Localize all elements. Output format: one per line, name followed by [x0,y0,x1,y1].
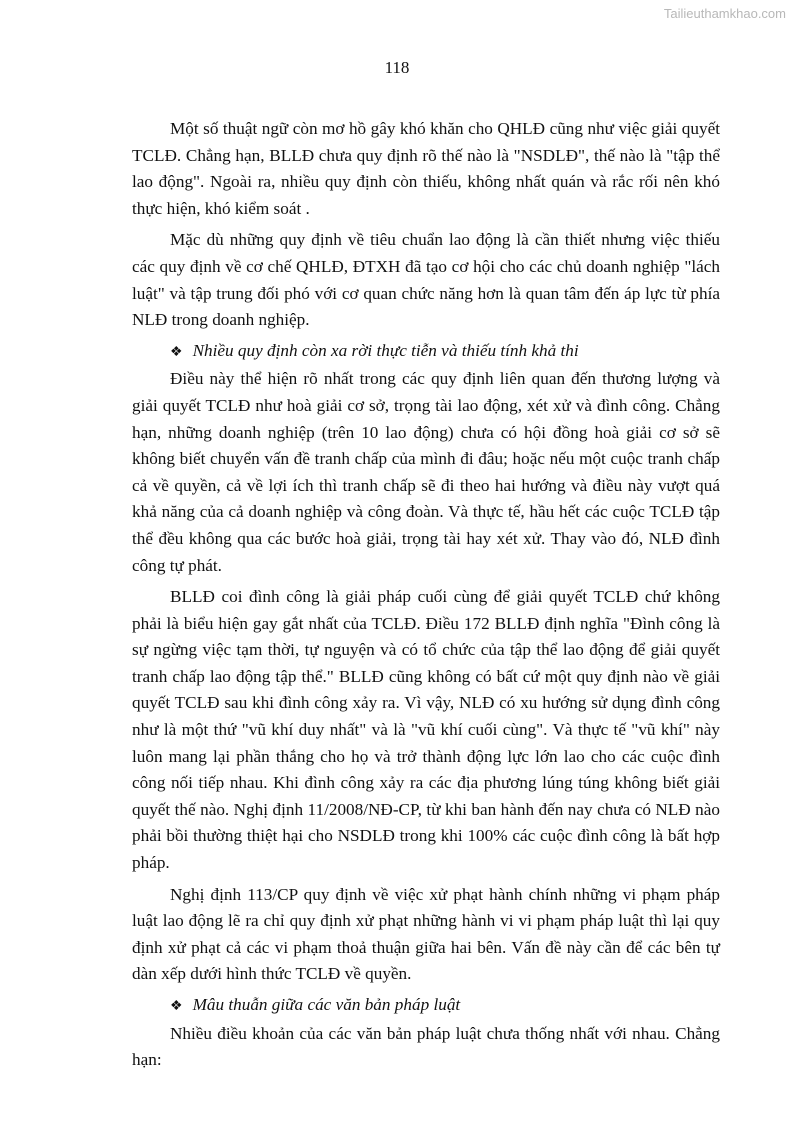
watermark: Tailieuthamkhao.com [663,6,786,21]
section-heading-text: Mâu thuẫn giữa các văn bản pháp luật [192,995,461,1014]
paragraph: Mặc dù những quy định về tiêu chuẩn lao động là cần thiết nhưng việc thiếu các quy định về cơ chế QHLĐ, ĐTXH đã tạo cơ hội cho các chủ doanh nghiệp "lách luật" và tập trung đối phó với cơ quan chức năng hơn là quan tâm đến áp lực từ phía NLĐ trong doanh nghiệp. [132,230,720,330]
paragraph: Điều này thể hiện rõ nhất trong các quy định liên quan đến thương lượng và giải quyết TCLĐ như hoà giải cơ sở, trọng tài lao động, xét xử và đình công. Chẳng hạn, những doanh nghiệp (trên 10 lao động) chưa có hội đồng hoà giải cơ sở sẽ không biết chuyển vấn đề tranh chấp của mình đi đâu; hoặc nếu một cuộc tranh chấp cả về quyền, cả về lợi ích thì tranh chấp sẽ đi theo hai hướng và điều này vượt quá khả năng của cả doanh nghiệp và công đoàn. Và thực tế, hầu hết các cuộc TCLĐ tập thể đều không qua các bước hoà giải, trọng tài hay xét xử. Thay vào đó, NLĐ đình công tự phát. [132,369,720,575]
section-heading [132,338,720,367]
section-heading [132,992,720,1021]
page-number: 118 [384,58,410,77]
paragraph: Một số thuật ngữ còn mơ hồ gây khó khăn cho QHLĐ cũng như việc giải quyết TCLĐ. Chẳng hạn, BLLĐ chưa quy định rõ thế nào là "NSDLĐ", thế nào là "tập thể lao động". Ngoài ra, nhiều quy định còn thiếu, không nhất quán và rắc rối nên khó thực hiện, khó kiểm soát . [132,119,720,218]
paragraph: Nghị định 113/CP quy định về việc xử phạt hành chính những vi phạm pháp luật lao động lẽ ra chỉ quy định xử phạt những hành vi vi phạm pháp luật thì lại quy định xử phạt cả các vi phạm thoả thuận giữa hai bên. Vấn đề này cần để các bên tự dàn xếp dưới hình thức TCLĐ về quyền. [132,884,720,984]
diamond-bullet-icon: ❖ [170,999,183,1014]
paragraph: BLLĐ coi đình công là giải pháp cuối cùng để giải quyết TCLĐ chứ không phải là biểu hiện gay gắt nhất của TCLĐ. Điều 172 BLLĐ định nghĩa "Đình công là sự ngừng việc tạm thời, tự nguyện và có tổ chức của tập thể lao động để giải quyết tranh chấp lao động tập thể." BLLĐ cũng không có bất cứ một quy định nào về giải quyết TCLĐ sau khi đình công xảy ra. Vì vậy, NLĐ có xu hướng sử dụng đình công như là một thứ "vũ khí duy nhất" và là "vũ khí cuối cùng". Và thực tế "vũ khí" này luôn mang lại phần thắng cho họ và trở thành động lực lớn lao cho các cuộc đình công nối tiếp nhau. Khi đình công xảy ra các địa phương lúng túng không biết giải quyết thế nào. Nghị định 11/2008/NĐ-CP, từ khi ban hành đến nay chưa có NLĐ nào phải bồi thường thiệt hại cho NSDLĐ trong khi 100% các cuộc đình công là bất hợp pháp. [132,587,720,873]
document-body [132,116,720,1074]
section-heading-text: Nhiều quy định còn xa rời thực tiễn và thiếu tính khả thi [192,340,579,360]
diamond-bullet-icon: ❖ [170,344,183,360]
paragraph: Nhiều điều khoản của các văn bản pháp luật chưa thống nhất với nhau. Chẳng hạn: [132,1023,720,1070]
